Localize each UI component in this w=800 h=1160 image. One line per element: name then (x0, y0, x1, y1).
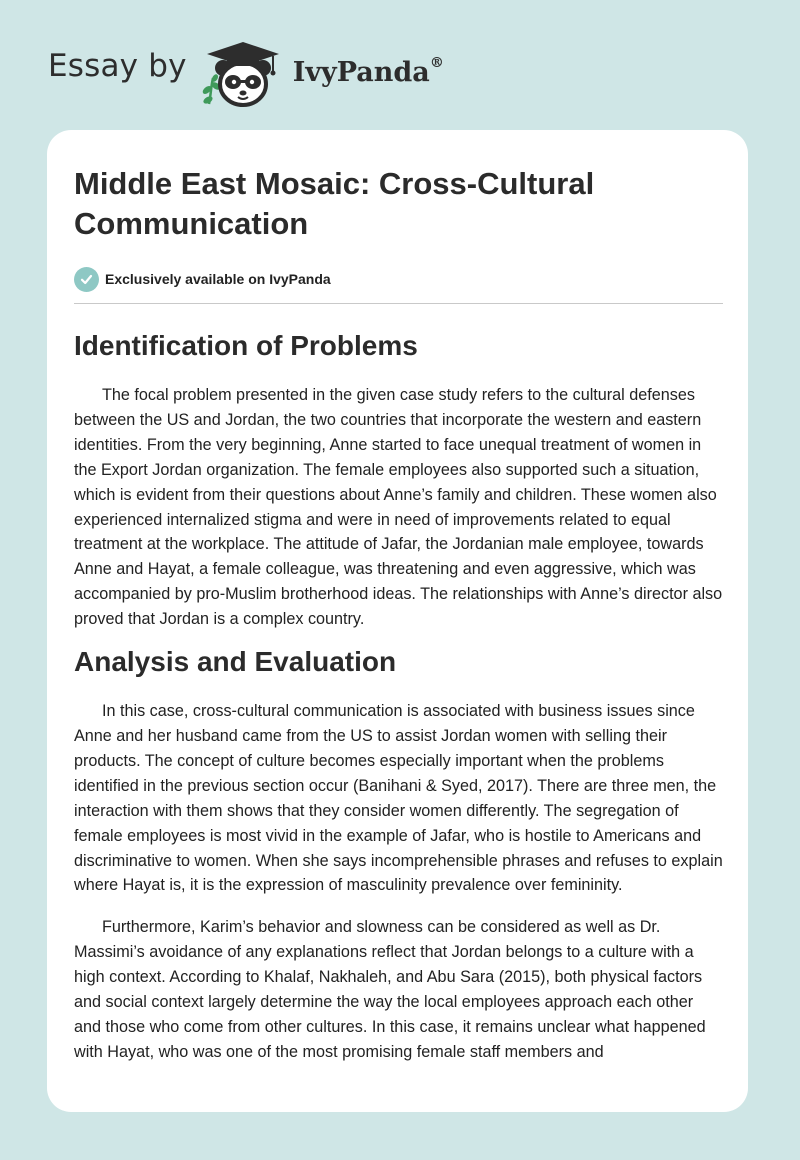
section-heading: Identification of Problems (74, 330, 418, 361)
paragraph: In this case, cross-cultural communication is associated with business issues since Anne and her husband came from the US to assist Jordan women with selling their products. The concept of culture becomes especially important when the problems identified in the previous section occur (Banihani & Syed, 2017). There are three men, the interaction with them shows that they consider women differently. The segregation of female employees is most vivid in the example of Jafar, who is hostile to Americans and discriminative to women. When she says incomprehensible phrases and refuses to explain where Hayat is, it is the expression of masculinity prevalence over femininity. (74, 702, 723, 895)
checkmark-icon (74, 267, 99, 292)
exclusive-badge-label: Exclusively available on IvyPanda (105, 271, 331, 287)
brand-name: IvyPanda® (292, 54, 444, 88)
title-divider (74, 303, 723, 304)
paragraph: Furthermore, Karim’s behavior and slowness can be considered as well as Dr. Massimi’s avoidance of any explanations reflect that Jordan belongs to a culture with a high context. According to Khalaf, Nakhaleh, and Abu Sara (2015), both physical factors and social context largely determine the way the local employees approach each other and those who come from other cultures. In this case, it remains unclear what happened with Hayat, who was one of the most promising female staff members and (74, 918, 706, 1061)
page-title: Middle East Mosaic: Cross-Cultural Communication (74, 166, 595, 241)
essay-card (47, 130, 748, 1112)
ivypanda-logo[interactable] (201, 38, 444, 110)
site-header (48, 38, 444, 110)
essay-by-label: Essay by (48, 48, 187, 84)
exclusive-badge (74, 266, 723, 292)
panda-logo-icon (201, 38, 287, 110)
section-heading: Analysis and Evaluation (74, 646, 397, 678)
essay-content (74, 164, 723, 1065)
paragraph: The focal problem presented in the given case study refers to the cultural defenses between the US and Jordan, the two countries that incorporate the western and eastern identities. From the very beginning, Anne started to face unequal treatment of women in the Export Jordan organization. The female employees also supported such a situation, which is evident from their questions about Anne’s family and children. These women also experienced internalized stigma and were in need of improvements related to equal treatment at the workplace. The attitude of Jafar, the Jordanian male employee, towards Anne and Hayat, a female colleague, was threatening and even aggressive, which was accompanied by pro-Muslim brotherhood ideas. The relationships with Anne’s director also proved that Jordan is a complex country. (74, 386, 723, 629)
